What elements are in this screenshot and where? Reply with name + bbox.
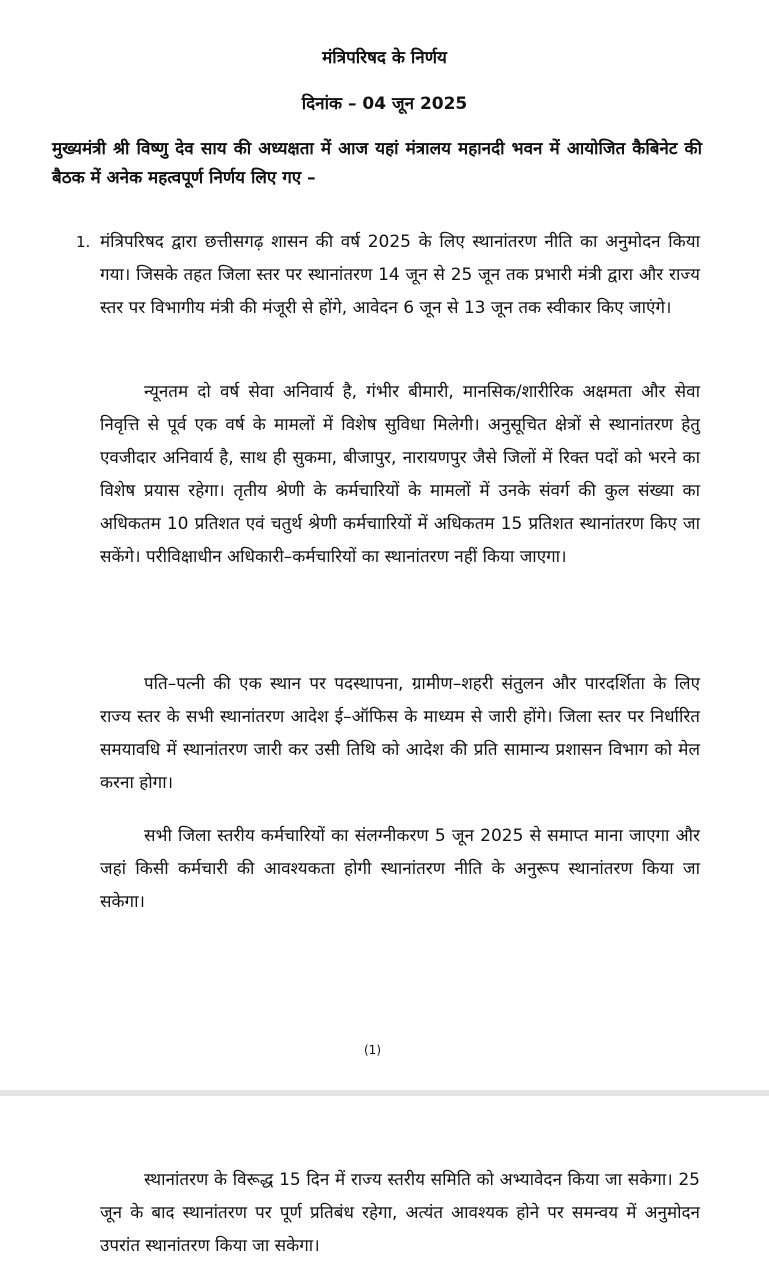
- paragraph-attachment: सभी जिला स्तरीय कर्मचारियों का संलग्नीकरण 5 जून 2025 से समाप्त माना जाएगा और जहां किसी कर्मचारी की आवश्यकता होगी स्थानांतरण नीति के अनुरूप स्थानांतरण किया जा सकेगा।: [100, 826, 700, 912]
- paragraph-representation: स्थानांतरण के विरूद्ध 15 दिन में राज्य स्तरीय समिति को अभ्यावेदन किया जा सकेगा। 25 जून के बाद स्थानांतरण पर पूर्ण प्रतिबंध रहेगा, अत्यंत आवश्यक होने पर समन्वय में अनुमोदन उपरांत स्थानांतरण किया जा सकेगा।: [100, 1170, 700, 1256]
- intro-paragraph: मुख्यमंत्री श्री विष्णु देव साय की अध्यक्षता में आज यहां मंत्रालय महानदी भवन में आयोजित कैबिनेट की बैठक में अनेक महत्वपूर्ण निर्णय लिए गए –: [52, 139, 702, 188]
- document-page-2: [0, 1096, 769, 1280]
- document-title: मंत्रिपरिषद के निर्णय: [322, 48, 447, 68]
- item-number: 1.: [76, 233, 91, 251]
- page-number: (1): [364, 1043, 381, 1057]
- paragraph-eligibility: न्यूनतम दो वर्ष सेवा अनिवार्य है, गंभीर बीमारी, मानसिक/शारीरिक अक्षमता और सेवा निवृत्ति से पूर्व एक वर्ष के मामलों में विशेष सुविधा मिलेगी। अनुसूचित क्षेत्रों से स्थानांतरण हेतु एवजीदार अनिवार्य है, साथ ही सुकमा, बीजापुर, नारायणपुर जैसे जिलों में रिक्त पदों को भरने का विशेष प्रयास रहेगा। तृतीय श्रेणी के कर्मचारियों के मामलों में उनके संवर्ग की कुल संख्या का अधिकतम 10 प्रतिशत एवं चतुर्थ श्रेणी कर्मचाारियों में अधिकतम 15 प्रतिशत स्थानांतरण किए जा सकेंगे। परीविक्षाधीन अधिकारी–कर्मचारियों का स्थानांतरण नहीं किया जाएगा।: [100, 382, 700, 567]
- document-date: दिनांक – 04 जून 2025: [301, 94, 468, 114]
- paragraph-e-office: पति–पत्नी की एक स्थान पर पदस्थापना, ग्रामीण–शहरी संतुलन और पारदर्शिता के लिए राज्य स्तर के सभी स्थानांतरण आदेश ई–ऑफिस के माध्यम से जारी होंगे। जिला स्तर पर निर्धारित समयावधि में स्थानांतरण जारी कर उसी तिथि को आदेश की प्रति सामान्य प्रशासन विभाग को मेल करना होगा।: [100, 674, 700, 793]
- item-text: मंत्रिपरिषद द्वारा छत्तीसगढ़ शासन की वर्ष 2025 के लिए स्थानांतरण नीति का अनुमोदन किया गया। जिसके तहत जिला स्तर पर स्थानांतरण 14 जून से 25 जून तक प्रभारी मंत्री द्वारा और राज्य स्तर पर विभागीय मंत्री की मंजूरी से होंगे, आवेदन 6 जून से 13 जून तक स्वीकार किए जाएंगे।: [100, 232, 700, 318]
